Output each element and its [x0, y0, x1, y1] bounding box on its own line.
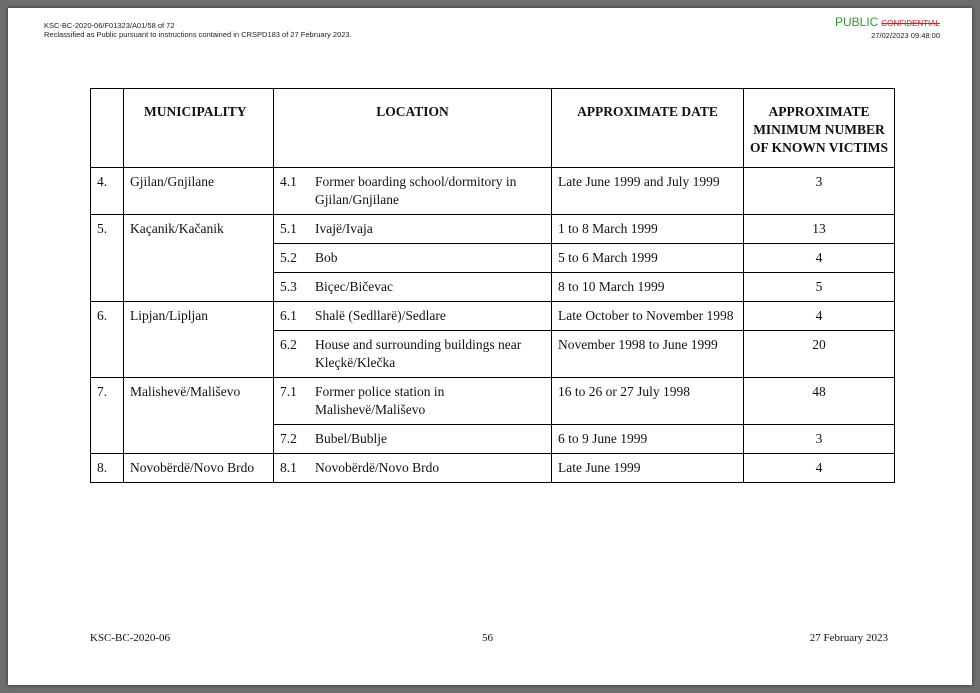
row-number: 7.	[91, 378, 124, 454]
date-cell: 6 to 9 June 1999	[552, 425, 744, 454]
document-reference	[44, 21, 352, 39]
victims-cell: 4	[744, 244, 895, 273]
confidential-label: CONFIDENTIAL	[881, 19, 940, 28]
location-cell	[274, 215, 552, 244]
footer-case-number: KSC-BC-2020-06	[90, 632, 171, 644]
victims-cell: 4	[744, 302, 895, 331]
location-code: 4.1	[280, 174, 297, 189]
municipality-cell: Novobërdë/Novo Brdo	[124, 454, 274, 483]
table-row	[91, 302, 895, 331]
location-name: Biçec/Bičevac	[315, 279, 393, 294]
footer-page-number: 56	[482, 632, 493, 644]
date-cell: 5 to 6 March 1999	[552, 244, 744, 273]
row-number: 4.	[91, 168, 124, 215]
header-victims: APPROXIMATE MINIMUM NUMBER OF KNOWN VICTIMS	[744, 89, 895, 168]
location-code: 5.2	[280, 250, 297, 265]
location-cell	[274, 168, 552, 215]
victims-cell: 48	[744, 378, 895, 425]
victims-cell: 20	[744, 331, 895, 378]
location-name: Shalë (Sedllarë)/Sedlare	[315, 308, 446, 323]
location-cell	[274, 454, 552, 483]
location-cell	[274, 331, 552, 378]
victims-cell: 3	[744, 425, 895, 454]
location-name: House and surrounding buildings near Kleçkë/Klečka	[315, 337, 522, 370]
location-code: 7.2	[280, 431, 297, 446]
location-cell	[274, 302, 552, 331]
date-cell: Late June 1999 and July 1999	[552, 168, 744, 215]
header-number	[91, 89, 124, 168]
location-name: Ivajë/Ivaja	[315, 221, 373, 236]
victims-cell: 4	[744, 454, 895, 483]
date-cell: November 1998 to June 1999	[552, 331, 744, 378]
header-date: APPROXIMATE DATE	[552, 89, 744, 168]
municipality-cell: Malishevë/Mališevo	[124, 378, 274, 454]
municipality-cell: Gjilan/Gnjilane	[124, 168, 274, 215]
row-number: 5.	[91, 215, 124, 302]
location-cell	[274, 378, 552, 425]
victims-cell: 5	[744, 273, 895, 302]
row-number: 8.	[91, 454, 124, 483]
municipality-cell: Kaçanik/Kačanik	[124, 215, 274, 302]
date-cell: 8 to 10 March 1999	[552, 273, 744, 302]
row-number: 6.	[91, 302, 124, 378]
footer-date: 27 February 2023	[809, 632, 888, 644]
location-code: 7.1	[280, 384, 297, 399]
municipality-cell: Lipjan/Lipljan	[124, 302, 274, 378]
victims-cell: 13	[744, 215, 895, 244]
header-location: LOCATION	[274, 89, 552, 168]
date-cell: Late June 1999	[552, 454, 744, 483]
header-municipality: MUNICIPALITY	[124, 89, 274, 168]
location-cell	[274, 244, 552, 273]
location-code: 6.1	[280, 308, 297, 323]
classification-stamp	[835, 15, 940, 40]
victims-cell: 3	[744, 168, 895, 215]
table-row	[91, 168, 895, 215]
reclassification-line: Reclassified as Public pursuant to instructions contained in CRSPD183 of 27 February 2023.	[44, 30, 352, 39]
table-row	[91, 215, 895, 244]
location-name: Bubel/Bublje	[315, 431, 387, 446]
location-code: 6.2	[280, 337, 297, 352]
location-cell	[274, 273, 552, 302]
classification-timestamp: 27/02/2023 09:48:00	[871, 31, 940, 40]
date-cell: 16 to 26 or 27 July 1998	[552, 378, 744, 425]
location-name: Novobërdë/Novo Brdo	[315, 460, 440, 475]
table-header-row	[91, 89, 895, 168]
date-cell: Late October to November 1998	[552, 302, 744, 331]
reference-line: KSC-BC-2020-06/F01323/A01/58 of 72	[44, 21, 175, 30]
location-name: Former boarding school/dormitory in Gjilan/Gnjilane	[315, 174, 517, 207]
date-cell: 1 to 8 March 1999	[552, 215, 744, 244]
location-name: Former police station in Malishevë/Mališevo	[315, 384, 445, 417]
location-code: 5.1	[280, 221, 297, 236]
public-label: PUBLIC	[834, 15, 879, 29]
table-row	[91, 454, 895, 483]
location-cell	[274, 425, 552, 454]
location-name: Bob	[315, 250, 338, 265]
table-row	[91, 378, 895, 425]
victims-table	[90, 88, 895, 483]
document-page	[8, 8, 972, 685]
location-code: 5.3	[280, 279, 297, 294]
location-code: 8.1	[280, 460, 297, 475]
